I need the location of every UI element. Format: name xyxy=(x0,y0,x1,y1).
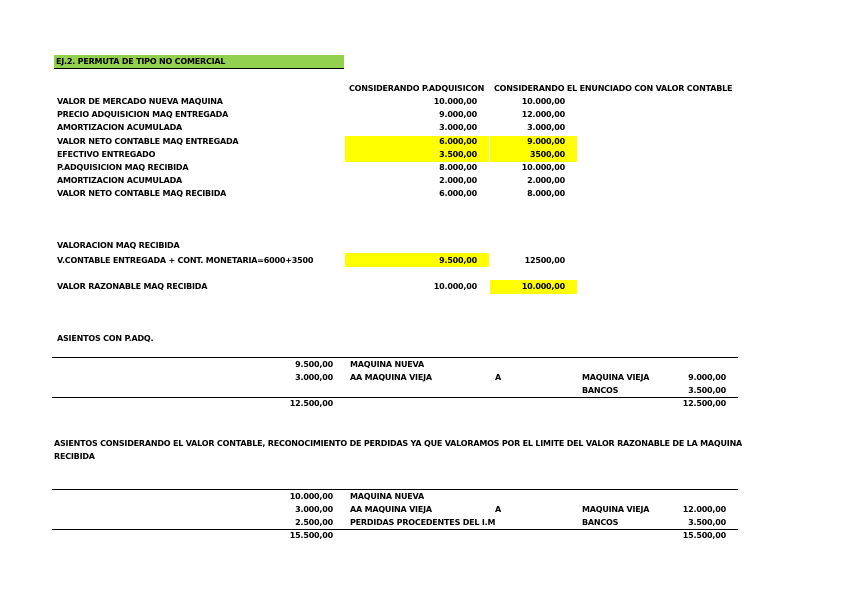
vc-value-col2: 12500,00 xyxy=(524,256,565,265)
asiento2-total-credit: 15.500,00 xyxy=(682,531,726,540)
asiento2-credit-amount: 12.000,00 xyxy=(682,505,726,514)
row-label: AMORTIZACION ACUMULADA xyxy=(57,123,183,132)
asiento1-total-debit: 12.500,00 xyxy=(289,399,333,408)
asiento2-debit-amount: 2.500,00 xyxy=(295,518,333,527)
vc-label: V.CONTABLE ENTREGADA + CONT. MONETARIA=6000+3500 xyxy=(57,256,314,265)
row-label: VALOR DE MERCADO NUEVA MAQUINA xyxy=(57,97,223,106)
header-col2: CONSIDERANDO EL ENUNCIADO CON VALOR CONTABLE xyxy=(494,84,733,93)
vr-value-col2: 10.000,00 xyxy=(521,282,565,291)
asiento1-total-credit: 12.500,00 xyxy=(682,399,726,408)
vc-value-col1: 9.500,00 xyxy=(439,256,477,265)
asiento2-heading-line2: RECIBIDA xyxy=(54,452,95,461)
row-value-col1: 10.000,00 xyxy=(433,97,477,106)
row-value-col2: 3.000,00 xyxy=(527,123,565,132)
title-underline xyxy=(54,68,344,69)
row-value-col1: 9.000,00 xyxy=(439,110,477,119)
asiento1-separator: A xyxy=(495,373,501,382)
asiento2-credit-account: MAQUINA VIEJA xyxy=(582,505,650,514)
exercise-title: EJ.2. PERMUTA DE TIPO NO COMERCIAL xyxy=(54,55,344,68)
asiento1-credit-amount: 9.000,00 xyxy=(688,373,726,382)
asiento1-credit-account: BANCOS xyxy=(582,386,619,395)
row-value-col2: 10.000,00 xyxy=(521,163,565,172)
asiento1-total-rule xyxy=(52,397,738,398)
asiento2-top-rule xyxy=(52,489,738,490)
asiento1-debit-amount: 3.000,00 xyxy=(295,373,333,382)
asiento1-credit-account: MAQUINA VIEJA xyxy=(582,373,650,382)
row-value-col2: 2.000,00 xyxy=(527,176,565,185)
row-value-col1: 2.000,00 xyxy=(439,176,477,185)
asiento1-debit-account: AA MAQUINA VIEJA xyxy=(350,373,432,382)
row-label: PRECIO ADQUISICION MAQ ENTREGADA xyxy=(57,110,229,119)
header-col1: CONSIDERANDO P.ADQUISICON xyxy=(349,84,485,93)
row-value-col1: 6.000,00 xyxy=(439,189,477,198)
vr-label: VALOR RAZONABLE MAQ RECIBIDA xyxy=(57,282,208,291)
row-value-col1: 8.000,00 xyxy=(439,163,477,172)
asiento2-total-debit: 15.500,00 xyxy=(289,531,333,540)
asiento2-debit-account: PERDIDAS PROCEDENTES DEL I.M xyxy=(350,518,496,527)
asiento1-credit-amount: 3.500,00 xyxy=(688,386,726,395)
asiento2-debit-account: MAQUINA NUEVA xyxy=(350,492,424,501)
row-value-col1: 6.000,00 xyxy=(439,137,477,146)
row-label: VALOR NETO CONTABLE MAQ ENTREGADA xyxy=(57,137,239,146)
row-value-col2: 10.000,00 xyxy=(521,97,565,106)
row-label: EFECTIVO ENTREGADO xyxy=(57,150,156,159)
asiento2-debit-amount: 10.000,00 xyxy=(289,492,333,501)
asiento2-credit-amount: 3.500,00 xyxy=(688,518,726,527)
asiento2-debit-amount: 3.000,00 xyxy=(295,505,333,514)
valoracion-heading: VALORACION MAQ RECIBIDA xyxy=(57,241,180,250)
vr-value-col1: 10.000,00 xyxy=(433,282,477,291)
row-value-col2: 3500,00 xyxy=(529,150,565,159)
asiento1-debit-account: MAQUINA NUEVA xyxy=(350,360,424,369)
asiento2-total-rule xyxy=(52,529,738,530)
row-value-col2: 9.000,00 xyxy=(527,137,565,146)
asiento1-top-rule xyxy=(52,357,738,358)
asiento1-heading: ASIENTOS CON P.ADQ. xyxy=(57,334,154,343)
row-label: AMORTIZACION ACUMULADA xyxy=(57,176,183,185)
asiento2-heading-line1: ASIENTOS CONSIDERANDO EL VALOR CONTABLE, RECONOCIMIENTO DE PERDIDAS YA QUE VALORAMOS POR EL LIMITE DEL VALOR RAZONABLE DE LA MAQUINA xyxy=(54,439,743,448)
asiento2-credit-account: BANCOS xyxy=(582,518,619,527)
row-value-col2: 12.000,00 xyxy=(521,110,565,119)
row-label: VALOR NETO CONTABLE MAQ RECIBIDA xyxy=(57,189,227,198)
row-value-col2: 8.000,00 xyxy=(527,189,565,198)
asiento2-separator: A xyxy=(495,505,501,514)
row-label: P.ADQUISICION MAQ RECIBIDA xyxy=(57,163,189,172)
row-value-col1: 3.500,00 xyxy=(439,150,477,159)
asiento1-debit-amount: 9.500,00 xyxy=(295,360,333,369)
row-value-col1: 3.000,00 xyxy=(439,123,477,132)
asiento2-debit-account: AA MAQUINA VIEJA xyxy=(350,505,432,514)
